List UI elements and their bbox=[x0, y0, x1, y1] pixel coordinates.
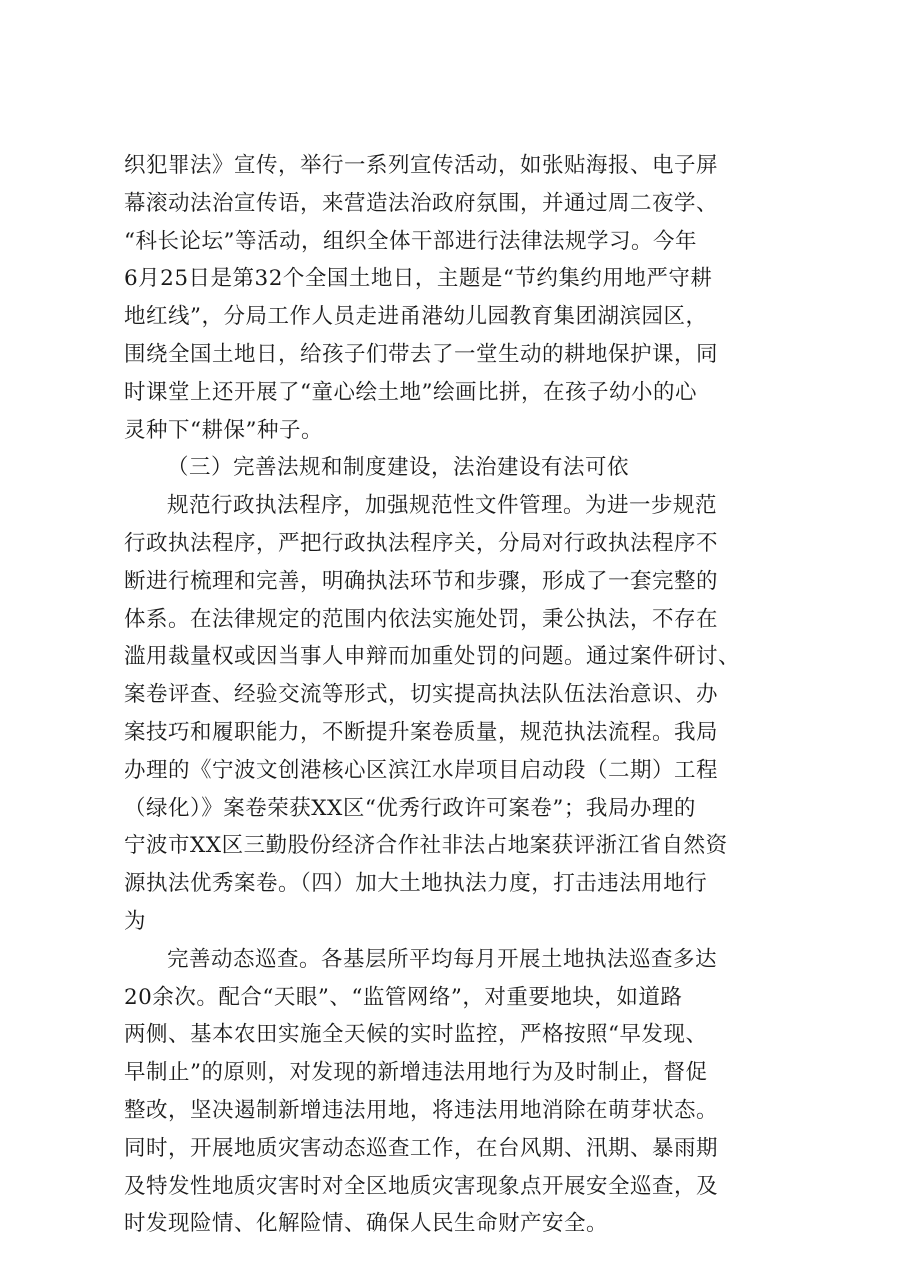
text-line: 20余次。配合“天眼”、“监管网络”，对重要地块，如道路 bbox=[124, 984, 683, 1010]
text-line: 两侧、基本农田实施全天候的实时监控，严格按照“早发现、 bbox=[124, 1022, 708, 1048]
text-line: “科长论坛”等活动，组织全体干部进行法律法规学习。今年 bbox=[124, 228, 697, 254]
paragraph-enforcement-procedure bbox=[124, 487, 800, 941]
paragraph-publicity bbox=[124, 147, 800, 449]
text-line: 整改，坚决遏制新增违法用地，将违法用地消除在萌芽状态。 bbox=[124, 1097, 719, 1123]
text-line: 幕滚动法治宣传语，来营造法治政府氛围，并通过周二夜学、 bbox=[124, 190, 719, 216]
text-line: 行政执法程序，严把行政执法程序关，分局对行政执法程序不 bbox=[124, 530, 719, 556]
text-line: 为 bbox=[124, 908, 147, 934]
section-heading-3: （三）完善法规和制度建设，法治建设有法可依 bbox=[167, 455, 630, 481]
text-line: 办理的《宁波文创港核心区滨江水岸项目启动段（二期）工程 bbox=[124, 757, 719, 783]
text-line: 源执法优秀案卷。（四）加大土地执法力度，打击违法用地行 bbox=[124, 871, 708, 897]
paragraph-dynamic-patrol bbox=[124, 941, 800, 1243]
text-line: 灵种下“耕保”种子。 bbox=[124, 417, 323, 443]
text-line: 宁波市XX区三勤股份经济合作社非法占地案获评浙江省自然资 bbox=[124, 833, 728, 859]
text-line: 完善动态巡查。各基层所平均每月开展土地执法巡查多达 bbox=[167, 946, 718, 972]
text-line: （绿化）》案卷荣获XX区“优秀行政许可案卷”；我局办理的 bbox=[124, 795, 696, 821]
text-line: 围绕全国土地日，给孩子们带去了一堂生动的耕地保护课，同 bbox=[124, 341, 719, 367]
text-line: 规范行政执法程序，加强规范性文件管理。为进一步规范 bbox=[167, 493, 718, 519]
text-line: 同时，开展地质灾害动态巡查工作，在台风期、汛期、暴雨期 bbox=[124, 1135, 719, 1161]
text-line: 及特发性地质灾害时对全区地质灾害现象点开展安全巡查，及 bbox=[124, 1173, 719, 1199]
text-line: 地红线”，分局工作人员走进甬港幼儿园教育集团湖滨园区， bbox=[124, 304, 708, 330]
text-line: 案卷评查、经验交流等形式，切实提高执法队伍法治意识、办 bbox=[124, 682, 719, 708]
text-line: 时发现险情、化解险情、确保人民生命财产安全。 bbox=[124, 1211, 609, 1237]
text-line: 滥用裁量权或因当事人申辩而加重处罚的问题。通过案件研讨、 bbox=[124, 644, 741, 670]
text-line: 时课堂上还开展了“童心绘土地”绘画比拼，在孩子幼小的心 bbox=[124, 379, 697, 405]
text-line: 断进行梳理和完善，明确执法环节和步骤，形成了一套完整的 bbox=[124, 568, 719, 594]
document-body bbox=[124, 147, 800, 1243]
text-line: 案技巧和履职能力，不断提升案卷质量，规范执法流程。我局 bbox=[124, 719, 719, 745]
text-line: 体系。在法律规定的范围内依法实施处罚，秉公执法，不存在 bbox=[124, 606, 719, 632]
text-line: 早制止”的原则，对发现的新增违法用地行为及时制止，督促 bbox=[124, 1060, 708, 1086]
text-line: 织犯罪法》宣传，举行一系列宣传活动，如张贴海报、电子屏 bbox=[124, 153, 719, 178]
text-line: 6月25日是第32个全国土地日，主题是“节约集约用地严守耕 bbox=[124, 266, 713, 292]
